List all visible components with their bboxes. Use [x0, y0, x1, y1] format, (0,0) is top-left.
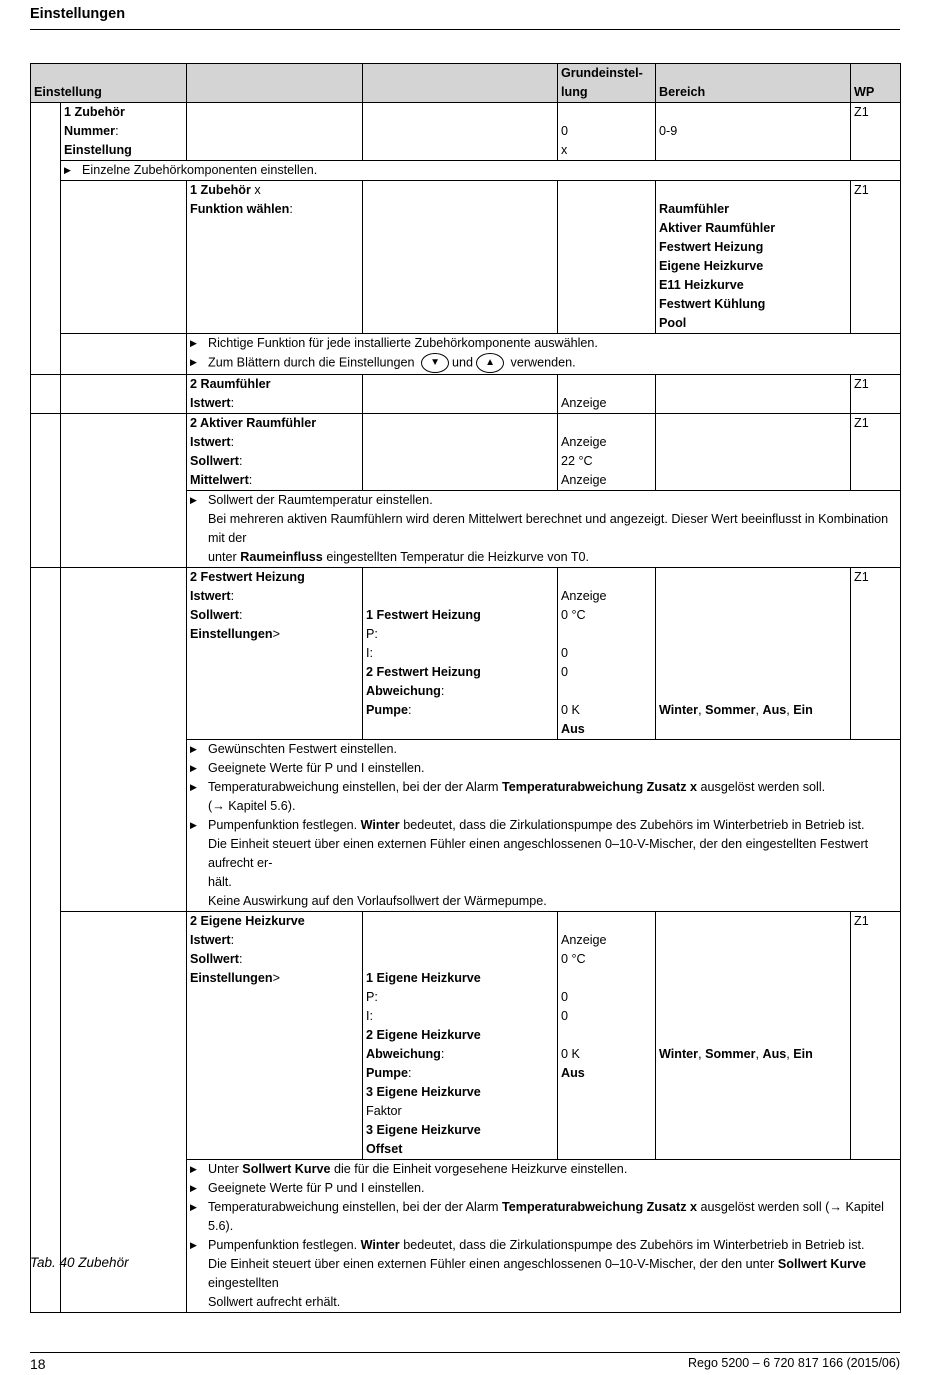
document-reference: Rego 5200 – 6 720 817 166 (2015/06): [688, 1356, 900, 1370]
wp-cell: Z1: [851, 375, 901, 414]
footer-divider: [30, 1352, 900, 1353]
range-cell: Raumfühler Aktiver Raumfühler Festwert Heizung Eigene Heizkurve E11 Heizkurve Festwert Kühlung Pool: [656, 181, 851, 334]
default-cell: 0 x: [558, 103, 656, 161]
bullet-arrow-icon: ▶: [190, 1240, 197, 1250]
header-wp: WP: [851, 64, 901, 103]
page-header-title: Einstellungen: [30, 6, 126, 22]
wp-cell: Z1: [851, 912, 901, 1160]
up-arrow-key-icon: ▲: [476, 353, 504, 373]
subsetting-cell: 1 Eigene Heizkurve P: I: 2 Eigene Heizkurve Abweichung: Pumpe: 3 Eigene Heizkurve Faktor 3 Eigene Heizkurve Offset: [363, 912, 558, 1160]
instruction-row: ▶ Gewünschten Festwert einstellen. ▶ Geeignete Werte für P und I einstellen. ▶ Temperaturabweichung einstellen, bei der der Alarm Temperaturabweichung Zusatz x ausgelöst werden soll. (→ Kapitel 5.6). ▶ Pumpenfunktion festlegen. Winter bedeutet, dass die Zirkulationspumpe des Zubehörs im Winterbetrieb in Betrieb ist. Die Einheit steuert über einen externen Fühler einen angeschlossenen 0–10-V-Mischer, der den eingestellten Festwert aufrecht er- hält. Keine Auswirkung auf den Vorlaufsollwert der Wärmepumpe.: [31, 740, 901, 912]
header-einstellung: Einstellung: [31, 64, 187, 103]
bullet-arrow-icon: ▶: [190, 820, 197, 830]
bullet-arrow-icon: ▶: [190, 495, 197, 505]
default-cell: Anzeige 0 °C 0 0 0 K Aus: [558, 568, 656, 740]
indent-cell: [31, 103, 61, 375]
header-bereich: Bereich: [656, 64, 851, 103]
instruction-row: ▶ Unter Sollwert Kurve die für die Einheit vorgesehene Heizkurve einstellen. ▶ Geeignete Werte für P und I einstellen. ▶ Temperaturabweichung einstellen, bei der der Alarm Temperaturabweichung Zusatz x ausgelöst werden soll (→ Kapitel 5.6). ▶ Pumpenfunktion festlegen. Winter bedeutet, dass die Zirkulationspumpe des Zubehörs im Winterbetrieb in Betrieb ist. Die Einheit steuert über einen externen Fühler einen angeschlossenen 0–10-V-Mischer, der den unter Sollwert Kurve eingestellten Sollwert aufrecht erhält.: [31, 1160, 901, 1313]
table-row: [31, 103, 901, 161]
setting-cell: 1 Zubehör x Funktion wählen:: [187, 181, 363, 334]
setting-cell: 2 Raumfühler Istwert:: [187, 375, 363, 414]
setting-cell: 2 Festwert Heizung Istwert: Sollwert: Einstellungen>: [187, 568, 363, 740]
range-cell: Winter, Sommer, Aus, Ein: [656, 912, 851, 1160]
subsetting-cell: 1 Festwert Heizung P: I: 2 Festwert Heizung Abweichung: Pumpe:: [363, 568, 558, 740]
page-number: 18: [30, 1356, 46, 1372]
table-caption: Tab. 40 Zubehör: [30, 1255, 129, 1270]
bullet-arrow-icon: ▶: [190, 744, 197, 754]
table-row: [31, 568, 901, 740]
instruction-row: ▶ Sollwert der Raumtemperatur einstellen. Bei mehreren aktiven Raumfühlern wird deren Mittelwert berechnet und angezeigt. Dieser Wert beeinflusst in Kombination mit der unter Raumeinfluss eingestellten Temperatur die Heizkurve von T0.: [31, 491, 901, 568]
range-cell: Winter, Sommer, Aus, Ein: [656, 568, 851, 740]
bullet-arrow-icon: ▶: [190, 357, 197, 367]
wp-cell: Z1: [851, 414, 901, 491]
settings-table: [30, 63, 901, 1313]
default-cell: Anzeige 0 °C 0 0 0 K Aus: [558, 912, 656, 1160]
default-cell: Anzeige: [558, 375, 656, 414]
bullet-arrow-icon: ▶: [190, 763, 197, 773]
bullet-arrow-icon: ▶: [190, 338, 197, 348]
header-grundeinstellung: Grundeinstel- lung: [558, 64, 656, 103]
wp-cell: Z1: [851, 568, 901, 740]
header-divider: [30, 29, 900, 30]
range-cell: 0-9: [656, 103, 851, 161]
bullet-arrow-icon: ▶: [64, 165, 71, 175]
table-row: [31, 912, 901, 1160]
instruction-row: ▶ Einzelne Zubehörkomponenten einstellen.: [31, 161, 901, 181]
table-row: [31, 375, 901, 414]
table-row: [31, 414, 901, 491]
bullet-arrow-icon: ▶: [190, 1202, 197, 1212]
header-blank-2: [363, 64, 558, 103]
instruction-row: ▶ Richtige Funktion für jede installierte Zubehörkomponente auswählen. ▶ Zum Blättern durch die Einstellungen ▼ und ▲ verwenden.: [31, 334, 901, 375]
table-header-row: [31, 64, 901, 103]
wp-cell: Z1: [851, 181, 901, 334]
down-arrow-key-icon: ▼: [421, 353, 449, 373]
table-row: [31, 181, 901, 334]
wp-cell: Z1: [851, 103, 901, 161]
bullet-arrow-icon: ▶: [190, 782, 197, 792]
setting-cell: 1 Zubehör Nummer: Einstellung: [61, 103, 187, 161]
setting-cell: 2 Aktiver Raumfühler Istwert: Sollwert: Mittelwert:: [187, 414, 363, 491]
default-cell: Anzeige 22 °C Anzeige: [558, 414, 656, 491]
bullet-arrow-icon: ▶: [190, 1164, 197, 1174]
setting-cell: 2 Eigene Heizkurve Istwert: Sollwert: Einstellungen>: [187, 912, 363, 1160]
bullet-arrow-icon: ▶: [190, 1183, 197, 1193]
header-blank-1: [187, 64, 363, 103]
